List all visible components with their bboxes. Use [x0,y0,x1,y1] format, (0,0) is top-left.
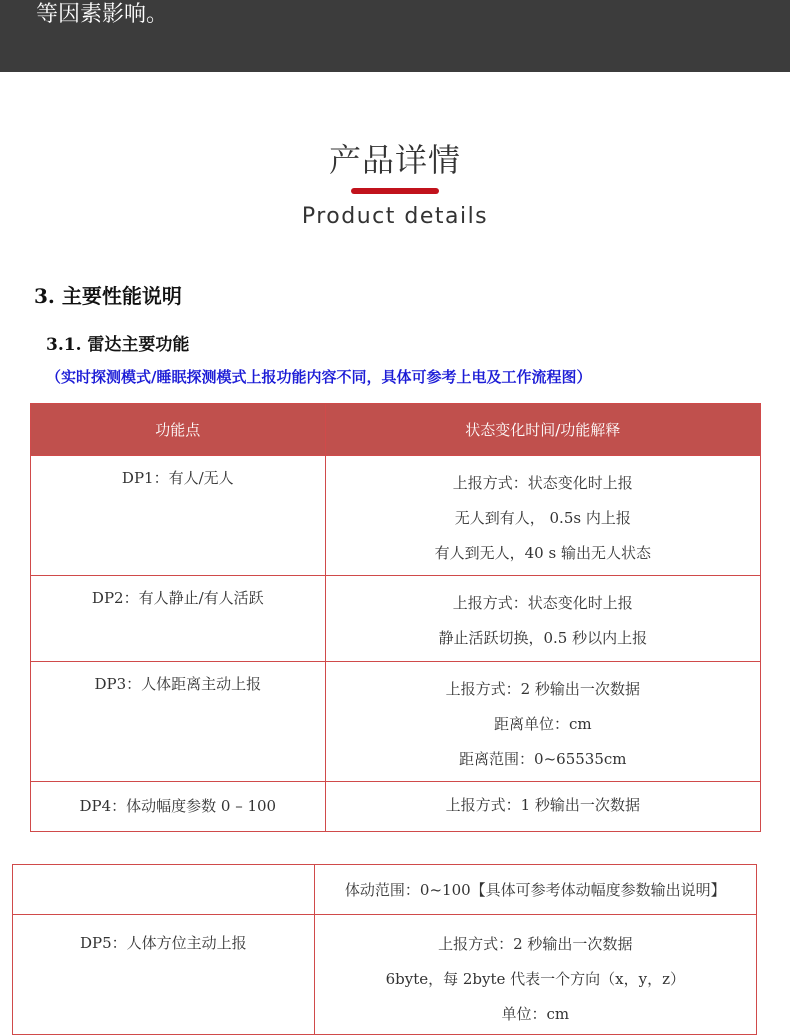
desc-line: 单位：cm [501,1005,570,1023]
table-row [31,456,761,576]
table-row [13,865,757,915]
table-row [31,782,761,832]
row-desc [325,576,760,662]
row-point: DP3：人体距离主动上报 [31,662,326,782]
desc-line: 上报方式：1 秒输出一次数据 [445,796,640,814]
table-header-row [31,404,761,456]
row-desc [325,456,760,576]
desc-line: 距离范围：0~65535cm [459,750,627,768]
table-row [31,576,761,662]
top-dark-band [0,0,790,72]
table-row [13,915,757,1035]
heading-3: 3. 主要性能说明 [34,284,182,308]
desc-line: 体动范围：0~100【具体可参考体动幅度参数输出说明】 [344,881,726,899]
desc-line: 无人到有人， 0.5s 内上报 [454,509,631,527]
function-table [30,403,761,832]
desc-line: 距离单位：cm [493,715,592,733]
mode-note: （实时探测模式/睡眠探测模式上报功能内容不同，具体可参考上电及工作流程图） [46,368,592,386]
title-accent-bar [351,188,439,194]
header-function-point: 功能点 [31,404,326,456]
row-desc [314,865,756,915]
desc-line: 上报方式：状态变化时上报 [452,594,633,612]
row-desc [325,662,760,782]
row-point: DP4：体动幅度参数 0 – 100 [31,782,326,832]
desc-line: 上报方式：状态变化时上报 [452,474,633,492]
desc-line: 有人到无人，40 s 输出无人状态 [434,544,651,562]
row-desc [314,915,756,1035]
table-row [31,662,761,782]
header-description: 状态变化时间/功能解释 [325,404,760,456]
row-point: DP2：有人静止/有人活跃 [31,576,326,662]
desc-line: 6byte，每 2byte 代表一个方向（x，y，z） [385,970,686,988]
section-title-zh: 产品详情 [328,141,461,179]
function-table-continued [12,864,757,1035]
row-desc [325,782,760,832]
desc-line: 上报方式：2 秒输出一次数据 [438,935,633,953]
desc-line: 静止活跃切换，0.5 秒以内上报 [438,629,648,647]
desc-line: 上报方式：2 秒输出一次数据 [445,680,640,698]
heading-3-1: 3.1. 雷达主要功能 [46,335,190,355]
section-title-en: Product details [301,204,489,229]
section-header [0,140,790,229]
top-band-text: 等因素影响。 [36,2,169,27]
row-point: DP1：有人/无人 [31,456,326,576]
row-point: DP5：人体方位主动上报 [13,915,315,1035]
row-point [13,865,315,915]
